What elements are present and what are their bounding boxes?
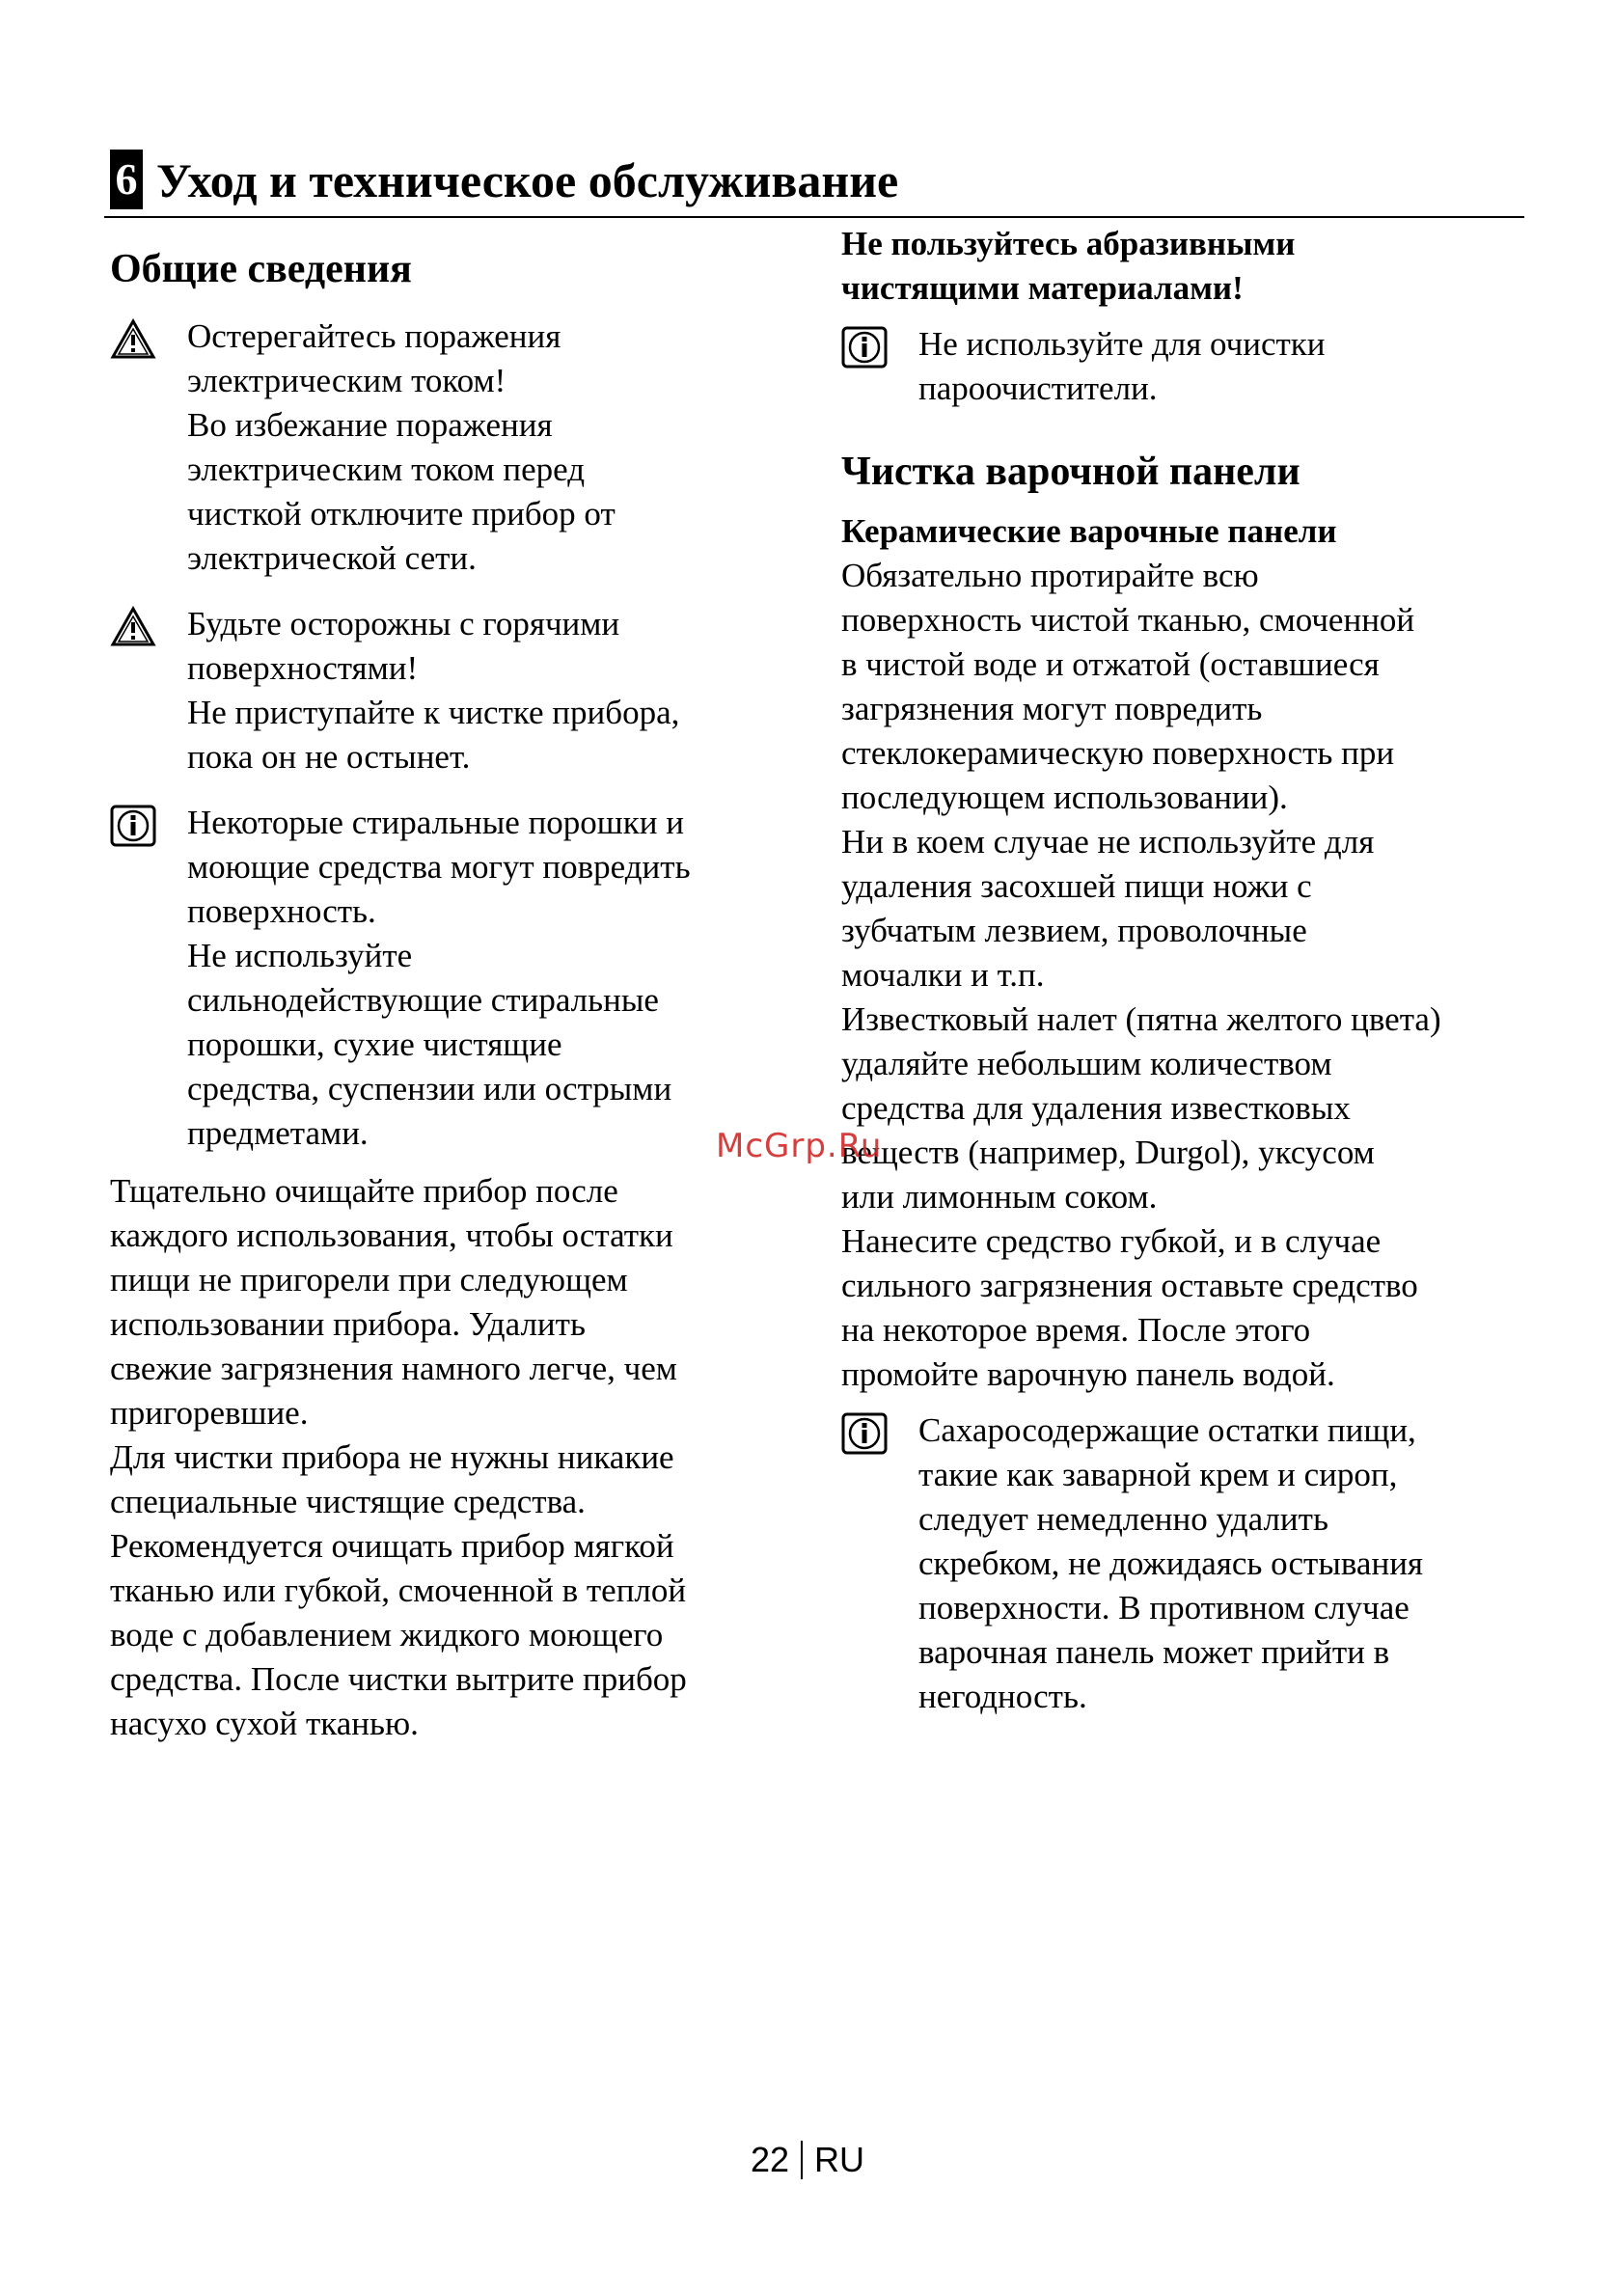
body-line: на некоторое время. После этого — [841, 1311, 1311, 1349]
general-body-text — [110, 1169, 805, 1746]
ceramic-body-text — [841, 554, 1536, 1397]
notice-line: электрическим током! — [187, 362, 506, 399]
notice-line: чисткой отключите прибор от — [187, 495, 616, 533]
notice-line: предметами. — [187, 1114, 369, 1152]
notice-line: пока он не остынет. — [187, 738, 471, 776]
body-line: специальные чистящие средства. — [110, 1483, 586, 1520]
notice-line: сильнодействующие стиральные — [187, 981, 659, 1019]
notice-line: моющие средства могут повредить — [187, 848, 691, 886]
warning-triangle-icon — [110, 606, 156, 648]
section-heading-hob-cleaning: Чистка варочной панели — [841, 450, 1300, 494]
notice-line: порошки, сухие чистящие — [187, 1025, 562, 1063]
body-line: насухо сухой тканью. — [110, 1705, 419, 1742]
body-line: стеклокерамическую поверхность при — [841, 734, 1395, 772]
notice-line: скребком, не дожидаясь остывания — [918, 1544, 1424, 1582]
info-icon — [841, 326, 888, 369]
notice-line: электрическим током перед — [187, 451, 586, 488]
body-line: удаляйте небольшим количеством — [841, 1045, 1332, 1082]
abrasive-warning — [841, 222, 1295, 311]
page-number: 22 — [750, 2140, 790, 2179]
body-line: или лимонным соком. — [841, 1178, 1158, 1216]
info-icon — [841, 1412, 888, 1455]
notice-line: пароочистители. — [918, 369, 1158, 407]
body-line: воде с добавлением жидкого моющего — [110, 1616, 664, 1654]
notice-line: поверхности. В противном случае — [918, 1589, 1410, 1626]
notice-line: варочная панель может прийти в — [918, 1633, 1390, 1671]
chapter-header — [104, 147, 1524, 218]
notice-line: Не используйте — [187, 937, 413, 974]
body-line: каждого использования, чтобы остатки — [110, 1216, 673, 1254]
body-line: в чистой воде и отжатой (оставшиеся — [841, 645, 1380, 683]
notice-line: Будьте осторожны с горячими — [187, 605, 620, 642]
body-line: Тщательно очищайте прибор после — [110, 1172, 618, 1210]
warning-triangle-icon — [110, 318, 156, 361]
notice-line: средства, суспензии или острыми — [187, 1070, 672, 1107]
body-line: использовании прибора. Удалить — [110, 1305, 586, 1343]
notice-line: электрической сети. — [187, 539, 477, 577]
section-heading-general: Общие сведения — [110, 247, 412, 291]
body-line: пригоревшие. — [110, 1394, 309, 1432]
notice-line: Некоторые стиральные порошки и — [187, 804, 684, 841]
body-line: промойте варочную панель водой. — [841, 1355, 1335, 1393]
warning-line: чистящими материалами! — [841, 269, 1244, 307]
chapter-title: Уход и техническое обслуживание — [156, 153, 899, 207]
body-line: Известковый налет (пятна желтого цвета) — [841, 1000, 1441, 1038]
body-line: мочалки и т.п. — [841, 956, 1045, 994]
notice-line: негодность. — [918, 1678, 1087, 1715]
footer-separator — [801, 2141, 803, 2179]
body-line: сильного загрязнения оставьте средство — [841, 1267, 1418, 1304]
body-line: Для чистки прибора не нужны никакие — [110, 1438, 674, 1476]
body-line: средства. После чистки вытрите прибор — [110, 1660, 687, 1698]
notice-line: Остерегайтесь поражения — [187, 317, 561, 355]
watermark: McGrp.Ru — [716, 1127, 883, 1165]
warning-line: Не пользуйтесь абразивными — [841, 225, 1296, 262]
body-line: последующем использовании). — [841, 779, 1288, 816]
body-line: загрязнения могут повредить — [841, 690, 1263, 727]
page-footer — [0, 2140, 1615, 2180]
body-line: тканью или губкой, смоченной в теплой — [110, 1572, 687, 1609]
notice-text — [918, 1408, 1423, 1719]
body-line: Ни в коем случае не используйте для — [841, 823, 1375, 861]
body-line: поверхность чистой тканью, смоченной — [841, 601, 1415, 639]
notice-line: поверхность. — [187, 892, 376, 930]
body-line: свежие загрязнения намного легче, чем — [110, 1350, 677, 1387]
notice-text — [187, 314, 616, 581]
body-line: Обязательно протирайте всю — [841, 557, 1259, 594]
language-code: RU — [814, 2140, 865, 2179]
notice-line: Во избежание поражения — [187, 406, 553, 444]
chapter-number: 6 — [110, 150, 143, 209]
subheading-ceramic: Керамические варочные панели — [841, 512, 1337, 550]
notice-text — [187, 801, 691, 1156]
body-line: Нанесите средство губкой, и в случае — [841, 1222, 1382, 1260]
body-line: веществ (например, Durgol), уксусом — [841, 1134, 1375, 1171]
body-line: пищи не пригорели при следующем — [110, 1261, 628, 1298]
notice-line: Сахаросодержащие остатки пищи, — [918, 1411, 1416, 1449]
notice-line: следует немедленно удалить — [918, 1500, 1328, 1538]
notice-line: поверхностями! — [187, 649, 419, 687]
info-icon — [110, 805, 156, 847]
notice-line: Не приступайте к чистке прибора, — [187, 694, 680, 731]
notice-text — [187, 602, 679, 779]
body-line: зубчатым лезвием, проволочные — [841, 912, 1307, 949]
notice-text — [918, 322, 1326, 411]
body-line: средства для удаления известковых — [841, 1089, 1351, 1127]
notice-line: такие как заварной крем и сироп, — [918, 1456, 1398, 1493]
notice-line: Не используйте для очистки — [918, 325, 1326, 363]
body-line: Рекомендуется очищать прибор мягкой — [110, 1527, 674, 1565]
body-line: удаления засохшей пищи ножи с — [841, 867, 1312, 905]
